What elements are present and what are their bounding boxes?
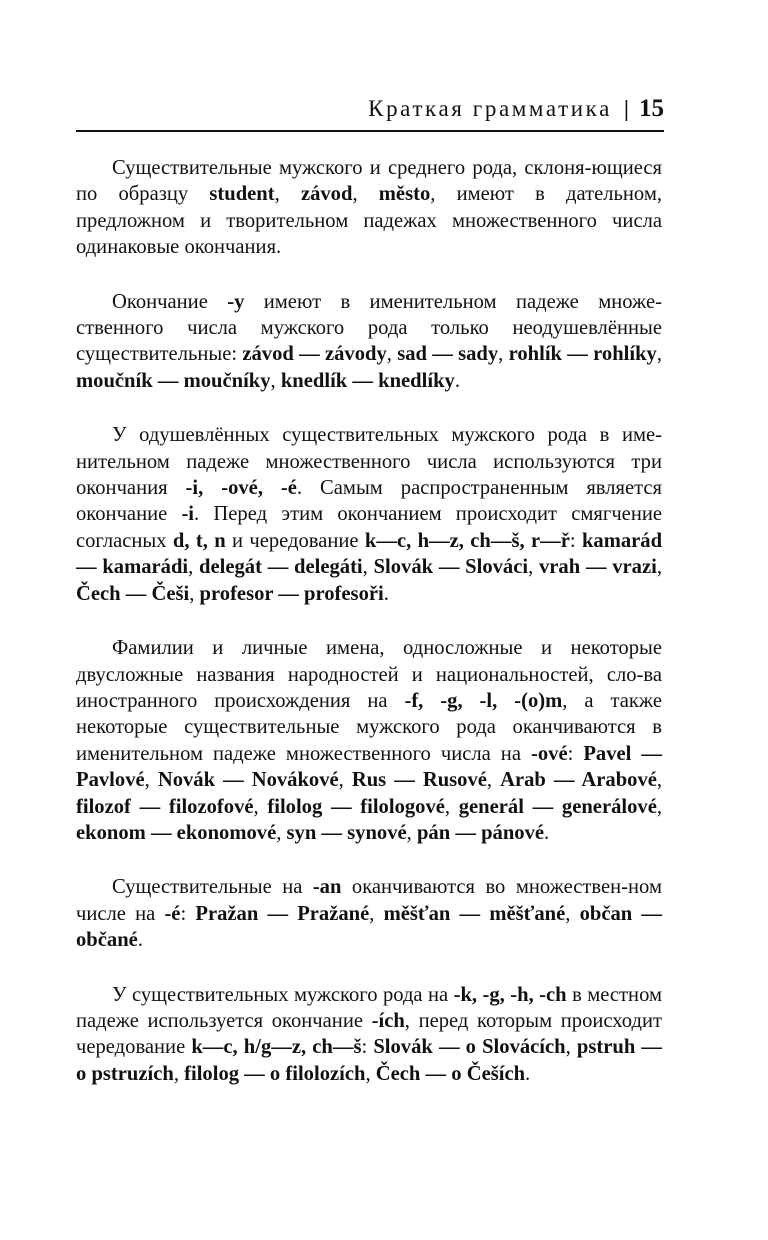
- header-title: Краткая грамматика: [368, 96, 612, 121]
- bold-term: -k, -g, -h, -ch: [453, 983, 567, 1006]
- text-run: ,: [565, 902, 580, 925]
- text-run: ,: [173, 1062, 185, 1085]
- bold-term: k—c, h—z, ch—š, r—ř: [364, 529, 570, 552]
- text-run: , а также некоторые существительные мужского рода оканчиваются в именительном падеже множественного числа на: [76, 689, 662, 765]
- bold-term: -i: [181, 503, 195, 526]
- bold-term: -é: [164, 902, 181, 925]
- bold-term: syn — synové: [286, 821, 407, 844]
- bold-term: Pražan — Pražané: [195, 902, 370, 925]
- bold-term: knedlík — knedlíky: [280, 369, 455, 392]
- bold-term: občan — občané: [76, 902, 663, 952]
- text-run: . Самым распространенным является окончание: [76, 477, 663, 526]
- text-run: ,: [274, 183, 301, 206]
- bold-term: ekonom — ekonomové: [76, 821, 277, 844]
- text-run: ,: [369, 902, 384, 925]
- bold-term: -f, -g, -l, -(o)m: [404, 689, 563, 712]
- text-run: :: [180, 902, 196, 925]
- text-run: ,: [656, 769, 663, 792]
- text-run: У одушевлённых существительных мужского рода в име-нительном падеже множественного числа используются три окончания: [76, 424, 662, 500]
- paragraph: [76, 289, 662, 395]
- text-run: :: [569, 529, 582, 552]
- text-run: ,: [565, 1036, 577, 1059]
- bold-term: d, t, n: [172, 529, 226, 552]
- text-run: ,: [365, 1062, 376, 1085]
- text-run: .: [383, 582, 389, 605]
- bold-term: -ové: [531, 742, 568, 765]
- bold-term: k—c, h/g—z, ch—š: [191, 1036, 362, 1059]
- bold-term: filolog — o filolozích: [184, 1062, 366, 1085]
- text-run: ,: [338, 769, 352, 792]
- text-run: ,: [444, 795, 459, 818]
- page-number: 15: [639, 95, 664, 122]
- text-run: ,: [486, 769, 501, 792]
- bold-term: Pavel — Pavlové: [76, 742, 662, 792]
- text-run: ,: [276, 821, 287, 844]
- bold-term: měšťan — měšťané: [383, 902, 566, 925]
- text-run: ,: [362, 556, 374, 579]
- text-run: У существительных мужского рода на: [112, 983, 454, 1006]
- bold-term: Slovák — o Slovácích: [373, 1036, 566, 1059]
- text-run: в местном падеже используется окончание: [76, 983, 663, 1032]
- text-run: ,: [656, 556, 662, 579]
- text-run: ,: [528, 556, 539, 579]
- paragraph: [76, 635, 662, 846]
- bold-term: závod — závody: [242, 343, 387, 366]
- text-run: имеют в именительном падеже множе-ственного числа мужского рода только неодушевлённые существительные:: [76, 290, 662, 366]
- bold-term: sad — sady: [397, 343, 499, 366]
- bold-term: kamarád — kamarádi: [76, 529, 663, 579]
- bold-term: Arab — Arabové: [500, 769, 657, 792]
- bold-term: rohlík — rohlíky: [508, 343, 657, 366]
- bold-term: delegát — delegáti: [199, 556, 363, 579]
- text-run: . Перед этим окончанием происходит смягчение согласных: [76, 503, 662, 552]
- text-run: Существительные мужского и среднего рода, склоня-ющиеся по образцу: [76, 157, 662, 206]
- bold-term: profesor — profesoři: [199, 582, 384, 605]
- text-run: ,: [656, 795, 663, 818]
- text-run: и чередование: [225, 529, 365, 552]
- text-run: .: [544, 821, 550, 844]
- bold-term: Novák — Novákové: [157, 769, 339, 792]
- text-run: :: [361, 1036, 374, 1059]
- bold-term: student: [209, 183, 275, 206]
- page-body: [76, 155, 662, 1087]
- text-run: ,: [253, 795, 268, 818]
- text-run: ,: [144, 769, 158, 792]
- text-run: :: [567, 742, 584, 765]
- text-run: ,: [386, 343, 398, 366]
- text-run: ,: [406, 821, 417, 844]
- text-run: .: [525, 1062, 531, 1085]
- text-run: ,: [656, 343, 663, 366]
- running-header: [76, 88, 664, 132]
- paragraph: [76, 422, 662, 607]
- text-run: .: [454, 369, 460, 392]
- bold-term: -i, -ové, -é: [185, 477, 297, 500]
- text-run: Существительные на: [112, 876, 313, 899]
- text-run: ,: [270, 369, 281, 392]
- bold-term: -y: [227, 290, 245, 313]
- text-run: ,: [188, 556, 200, 579]
- bold-term: město: [378, 183, 431, 206]
- bold-term: filolog — filologové: [267, 795, 445, 818]
- bold-term: Čech — Češi: [76, 582, 190, 605]
- bold-term: Slovák — Slováci: [373, 556, 529, 579]
- bold-term: vrah — vrazi: [538, 556, 657, 579]
- bold-term: filozof — filozofové: [76, 795, 254, 818]
- text-run: ,: [498, 343, 509, 366]
- text-run: , перед которым происходит чередование: [76, 1009, 663, 1059]
- text-run: Фамилии и личные имена, односложные и некоторые двусложные названия народностей и национальностей, сло-ва иностранного происхождения на: [76, 637, 662, 712]
- bold-term: -ích: [371, 1009, 405, 1032]
- bold-term: Rus — Rusové: [351, 769, 487, 792]
- bold-term: pán — pánové: [416, 821, 545, 844]
- bold-term: pstruh — o pstruzích: [76, 1036, 662, 1085]
- bold-term: závod: [300, 183, 353, 206]
- header-separator: |: [623, 96, 629, 121]
- bold-term: Čech — o Češích: [375, 1062, 526, 1085]
- paragraph: [76, 155, 662, 261]
- paragraph: [76, 874, 662, 953]
- text-run: ,: [352, 183, 379, 206]
- paragraph: [76, 982, 662, 1088]
- text-run: Окончание: [112, 290, 228, 313]
- text-run: .: [137, 929, 143, 952]
- text-run: ,: [189, 582, 200, 605]
- bold-term: generál — generálové: [458, 795, 657, 818]
- text-run: оканчиваются во множествен-ном числе на: [76, 876, 662, 925]
- bold-term: -an: [312, 876, 342, 899]
- bold-term: moučník — moučníky: [76, 369, 271, 392]
- text-run: , имеют в дательном, предложном и творительном падежах множественного числа одинаковые окончания.: [76, 183, 663, 259]
